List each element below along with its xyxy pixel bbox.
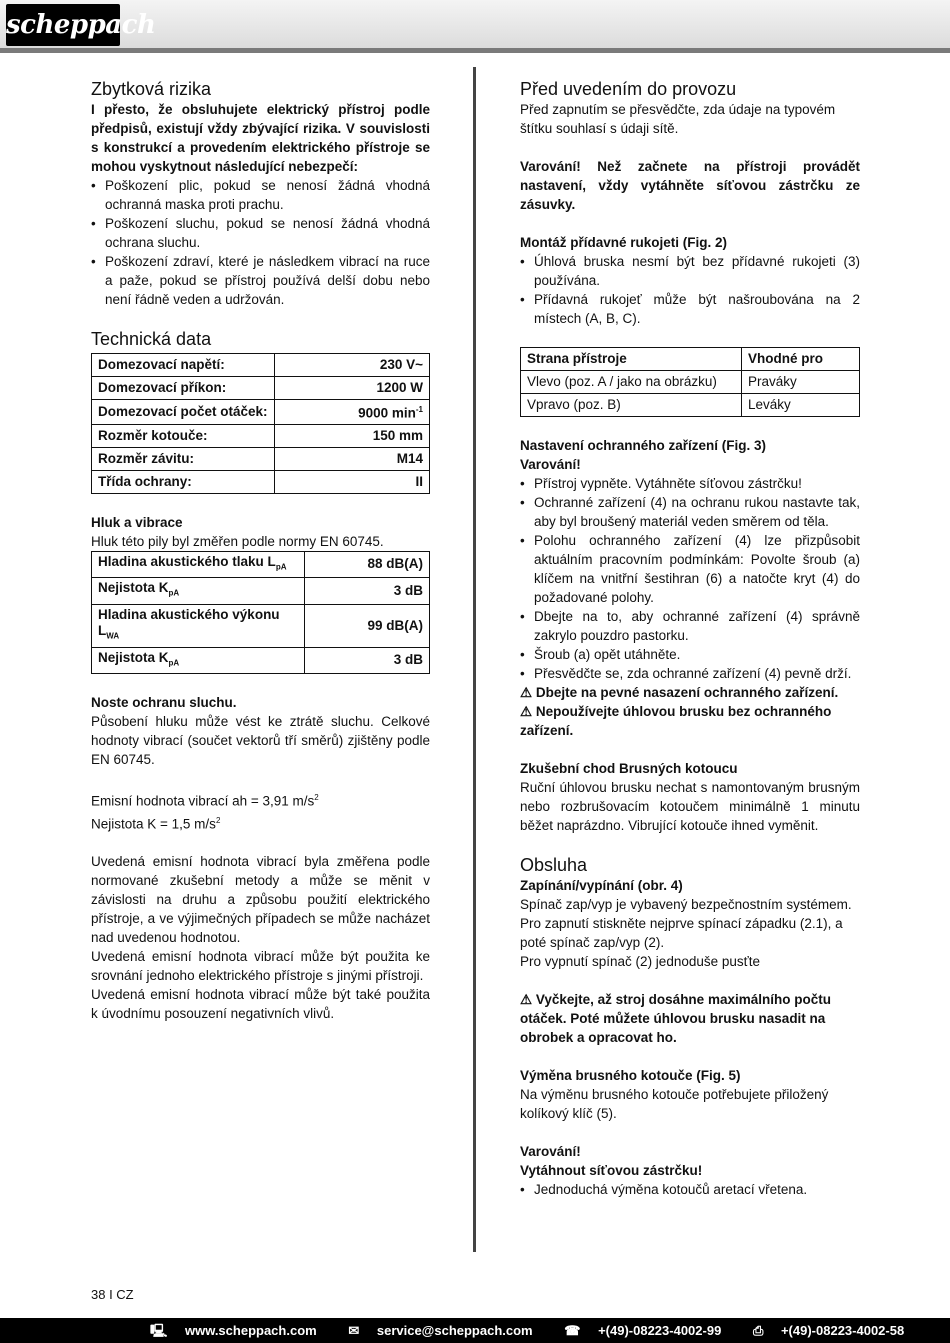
disc-warning: Vytáhnout síťovou zástrčku!	[520, 1163, 703, 1178]
list-item: • Polohu ochranného zařízení (4) lze přizpůsobit aktuálním pracovním podmínkám: Povolte šroub (a) klíčem na vnitřní šestihran (6) a natočte kryt (4) do požadované polohy.	[520, 531, 860, 607]
noise-label-text: Nejistota K	[98, 649, 169, 665]
list-item: • Poškození zdraví, které je následkem vibrací na ruce a paže, pokud se přístroj používá delší dobu nebo není řádně veden a udržován.	[91, 252, 430, 309]
tech-label: Domezovací příkon:	[92, 377, 275, 400]
table-row	[92, 400, 430, 425]
disc-change-title: Výměna brusného kotouče (Fig. 5)	[520, 1068, 741, 1083]
disc-warning: Varování!	[520, 1144, 581, 1159]
noise-label-text: Hladina akustického tlaku L	[98, 553, 276, 569]
tech-value-exponent: -1	[415, 405, 423, 414]
onoff-text: Pro vypnutí spínač (2) jednoduše pusťte	[520, 954, 760, 969]
table-row	[92, 354, 430, 377]
residual-risks-list	[91, 176, 430, 309]
guard-note	[520, 683, 860, 702]
table-row	[92, 551, 430, 578]
table-row	[521, 371, 860, 394]
startup-warning: Varování! Než začnete na přístroji provádět nastavení, vždy vytáhněte síťovou zástrčku ze zásuvky.	[520, 159, 860, 212]
noise-label	[92, 647, 305, 674]
tech-value: 230 V~	[275, 354, 430, 377]
noise-value: 3 dB	[305, 647, 430, 674]
noise-label-sub: pA	[168, 658, 180, 668]
table-row	[92, 424, 430, 447]
noise-title: Hluk a vibrace	[91, 514, 183, 530]
footer-phone-text: +(49)-08223-4002-99	[598, 1323, 722, 1338]
footer-phone	[564, 1323, 735, 1338]
tech-label: Rozměr závitu:	[92, 447, 275, 470]
column-header: Strana přístroje	[521, 348, 742, 371]
onoff-title: Zapínání/vypínání (obr. 4)	[520, 878, 683, 893]
tech-value: 150 mm	[275, 424, 430, 447]
handle-title: Montáž přídavné rukojeti (Fig. 2)	[520, 235, 728, 250]
table-cell: Vlevo (poz. A / jako na obrázku)	[521, 371, 742, 394]
test-run-title: Zkušební chod Brusných kotoucu	[520, 761, 738, 776]
guard-warning: Varování!	[520, 457, 581, 472]
footer-contacts	[150, 1318, 950, 1343]
noise-value: 99 dB(A)	[305, 604, 430, 647]
vibration-paragraph: Uvedená emisní hodnota vibrací byla změřena podle normované zkušební metody a může se měnit v závislosti na druhu a způsobu použití elektrického přístroje, a ve výjimečných případech se může nacházet nad uvedenou hodnotou.	[91, 854, 430, 946]
noise-label	[92, 578, 305, 605]
list-item: • Přístroj vypněte. Vytáhněte síťovou zástrčku!	[520, 474, 860, 493]
residual-risks-intro: I přesto, že obsluhujete elektrický přístroj podle předpisů, existují vždy zbývající rizika. V souvislosti s konstrukcí a provedením elektrického přístroje se mohou vyskytnout následující nebezpečí:	[91, 102, 430, 174]
table-row	[92, 647, 430, 674]
scheppach-logo: scheppach	[6, 4, 120, 46]
table-cell: Vpravo (poz. B)	[521, 394, 742, 417]
page-number: 38 I CZ	[91, 1287, 134, 1302]
wait-note	[520, 990, 860, 1047]
guard-title: Nastavení ochranného zařízení (Fig. 3)	[520, 438, 767, 453]
list-item: • Šroub (a) opět utáhněte.	[520, 645, 860, 664]
noise-value: 3 dB	[305, 578, 430, 605]
guard-note-text: Nepoužívejte úhlovou brusku bez ochranného zařízení.	[520, 704, 832, 738]
table-row	[92, 604, 430, 647]
list-item: • Přesvědčte se, zda ochranné zařízení (4) pevně drží.	[520, 664, 860, 683]
mail-icon: ✉	[348, 1323, 360, 1338]
disc-list	[520, 1180, 860, 1199]
tech-label: Rozměr kotouče:	[92, 424, 275, 447]
noise-label-sub: WA	[106, 631, 120, 641]
table-cell: Praváky	[742, 371, 860, 394]
tech-value-text: 9000 min	[358, 405, 416, 421]
table-row	[521, 394, 860, 417]
footer-web[interactable]	[150, 1323, 331, 1338]
tech-value: II	[275, 470, 430, 493]
disc-change-text: Na výměnu brusného kotouče potřebujete přiložený kolíkový klíč (5).	[520, 1087, 829, 1121]
vibration-paragraph: Uvedená emisní hodnota vibrací může být také použita k úvodnímu posouzení negativních vlivů.	[91, 987, 430, 1022]
table-row	[92, 470, 430, 493]
list-item: • Poškození sluchu, pokud se nenosí žádná vhodná ochrana sluchu.	[91, 214, 430, 252]
vibration-emission-text: Emisní hodnota vibrací ah = 3,91 m/s	[91, 793, 315, 809]
list-item: • Přídavná rukojeť může být našroubována na 2 místech (A, B, C).	[520, 290, 860, 328]
wait-note-text: Vyčkejte, až stroj dosáhne maximálního počtu otáček. Poté můžete úhlovou brusku nasadit na obrobek a opracovat ho.	[520, 992, 831, 1045]
table-row	[92, 377, 430, 400]
vibration-uncertainty	[91, 811, 430, 834]
onoff-text: Pro zapnutí stiskněte nejprve spínací západku (2.1), a poté spínač zap/vyp (2).	[520, 916, 843, 950]
hearing-title: Noste ochranu sluchu.	[91, 695, 237, 711]
tech-label: Domezovací napětí:	[92, 354, 275, 377]
handle-side-table	[520, 347, 860, 417]
noise-label-sub: pA	[275, 562, 287, 572]
noise-value: 88 dB(A)	[305, 551, 430, 578]
tech-value	[275, 400, 430, 425]
vibration-emission	[91, 788, 430, 811]
tech-label: Třída ochrany:	[92, 470, 275, 493]
list-item: • Ochranné zařízení (4) na ochranu rukou nastavte tak, aby byl broušený materiál veden směrem od těla.	[520, 493, 860, 531]
tech-value: M14	[275, 447, 430, 470]
guard-list	[520, 474, 860, 683]
left-column	[91, 78, 430, 1023]
phone-icon: ☎	[564, 1323, 581, 1338]
noise-table	[91, 551, 430, 675]
onoff-text: Spínač zap/vyp je vybavený bezpečnostním systémem.	[520, 897, 852, 912]
noise-label-text: Hladina akustického výkonu L	[98, 606, 280, 638]
residual-risks-title: Zbytková rizika	[91, 79, 212, 99]
warning-triangle-icon: ⚠	[520, 685, 533, 700]
header-rule	[0, 48, 950, 53]
footer-fax-text: +(49)-08223-4002-58	[780, 1323, 905, 1338]
vibration-emission-exp: 2	[314, 793, 319, 803]
tech-value: 1200 W	[275, 377, 430, 400]
warning-triangle-icon: ⚠	[520, 704, 533, 719]
noise-label-sub: pA	[168, 588, 180, 598]
hearing-text: Působení hluku může vést ke ztrátě sluchu. Celkové hodnoty vibrací (součet vektorů tří směrů) zjištěny podle EN 60745.	[91, 714, 430, 768]
noise-intro: Hluk této pily byl změřen podle normy EN 60745.	[91, 533, 384, 549]
column-header: Vhodné pro	[742, 348, 860, 371]
right-column	[520, 78, 860, 1199]
column-divider	[473, 67, 476, 1252]
noise-label	[92, 604, 305, 647]
tech-data-title: Technická data	[91, 329, 212, 349]
list-item: • Poškození plic, pokud se nenosí žádná vhodná ochranná maska proti prachu.	[91, 176, 430, 214]
vibration-uncertainty-exp: 2	[215, 815, 221, 825]
footer-email[interactable]	[348, 1323, 546, 1338]
computer-icon: 🖳	[150, 1323, 168, 1338]
tech-data-table	[91, 353, 430, 494]
test-run-text: Ruční úhlovou brusku nechat s namontovaným brusným nebo rozbrušovacím kotoučem minimálně 1 minutu běžet naprázdno. Vibrující kotouče ihned vyměnit.	[520, 780, 860, 833]
table-cell: Leváky	[742, 394, 860, 417]
tech-label: Domezovací počet otáček:	[92, 400, 275, 425]
handle-list	[520, 252, 860, 328]
noise-label	[92, 551, 305, 578]
operation-title: Obsluha	[520, 855, 588, 875]
table-row	[92, 447, 430, 470]
vibration-paragraph: Uvedená emisní hodnota vibrací může být použita ke srovnání jednoho elektrického přístroje s jinými přístroji.	[91, 949, 430, 984]
fax-icon: ⎙	[752, 1323, 764, 1338]
footer-fax	[753, 1323, 918, 1338]
guard-note	[520, 702, 860, 740]
footer-web-text: www.scheppach.com	[184, 1323, 317, 1338]
list-item: • Jednoduchá výměna kotoučů aretací vřetena.	[520, 1180, 860, 1199]
guard-note-text: Dbejte na pevné nasazení ochranného zařízení.	[535, 685, 839, 700]
startup-text: Před zapnutím se přesvědčte, zda údaje na typovém štítku souhlasí s údaji sítě.	[520, 102, 836, 136]
vibration-uncertainty-text: Nejistota K = 1,5 m/s	[91, 816, 216, 832]
table-header-row	[521, 348, 860, 371]
list-item: • Úhlová bruska nesmí být bez přídavné rukojeti (3) používána.	[520, 252, 860, 290]
footer-email-text: service@scheppach.com	[376, 1323, 533, 1338]
warning-triangle-icon: ⚠	[520, 992, 533, 1007]
list-item: • Dbejte na to, aby ochranné zařízení (4) správně zakrylo pouzdro pastorku.	[520, 607, 860, 645]
noise-label-text: Nejistota K	[98, 580, 169, 596]
startup-title: Před uvedením do provozu	[520, 79, 737, 99]
table-row	[92, 578, 430, 605]
